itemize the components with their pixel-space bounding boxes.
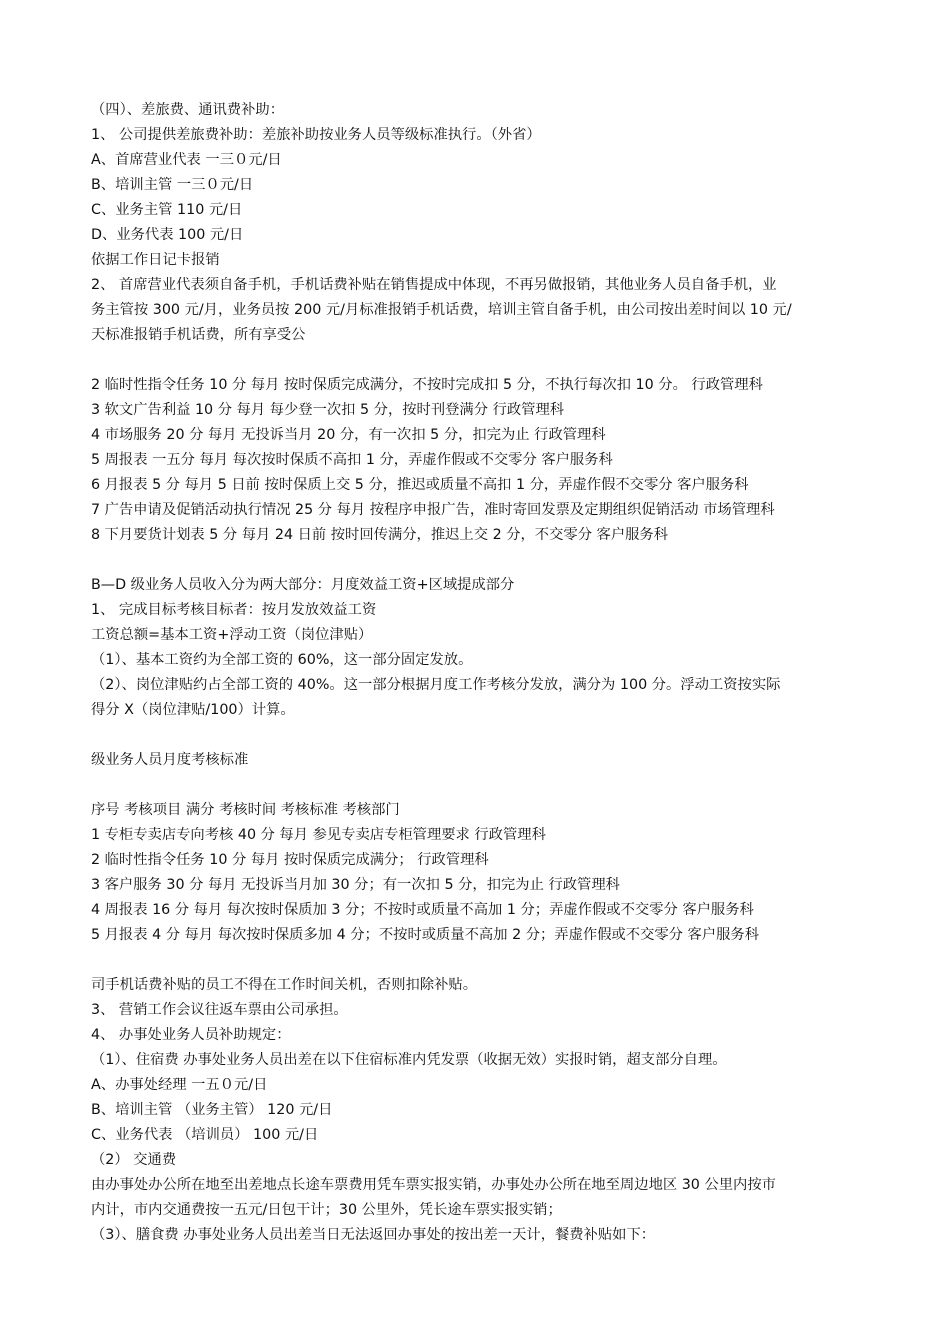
- list-item: 2 临时性指令任务 10 分 每月 按时保质完成满分，不按时完成扣 5 分，不执行每次扣 10 分。 行政管理科: [91, 377, 763, 393]
- assessment-list-b: [91, 798, 866, 948]
- list-item: 8 下月要货计划表 5 分 每月 24 日前 按时回传满分，推迟上交 2 分，不交零分 客户服务科: [91, 527, 669, 543]
- paragraph-line: 4、 办事处业务人员补助规定：: [91, 1027, 291, 1043]
- paragraph-line: （3）、膳食费 办事处业务人员出差当日无法返回办事处的按出差一天计，餐费补贴如下：: [91, 1227, 656, 1243]
- paragraph-line: B—D 级业务人员收入分为两大部分：月度效益工资+区域提成部分: [91, 577, 515, 593]
- spacer: [91, 548, 866, 573]
- assessment-list-a: [91, 373, 866, 548]
- list-header: 序号 考核项目 满分 考核时间 考核标准 考核部门: [91, 802, 400, 818]
- travel-allowance-section: [91, 98, 866, 348]
- list-item: 4 周报表 16 分 每月 每次按时保质加 3 分；不按时或质量不高加 1 分；弄虚作假或不交零分 客户服务科: [91, 902, 754, 918]
- list-item: 5 月报表 4 分 每月 每次按时保质多加 4 分；不按时或质量不高加 2 分；弄虚作假或不交零分 客户服务科: [91, 927, 759, 943]
- document-page: [91, 98, 866, 1248]
- paragraph-line: （2） 交通费: [91, 1152, 177, 1168]
- spacer: [91, 348, 866, 373]
- paragraph-line: C、业务主管 110 元/日: [91, 202, 243, 218]
- list-item: 2 临时性指令任务 10 分 每月 按时保质完成满分； 行政管理科: [91, 852, 489, 868]
- paragraph-line: 2、 首席营业代表须自备手机，手机话费补贴在销售提成中体现，不再另做报销，其他业务人员自备手机，业: [91, 277, 777, 293]
- paragraph-line: 司手机话费补贴的员工不得在工作时间关机，否则扣除补贴。: [91, 977, 478, 993]
- spacer: [91, 773, 866, 798]
- paragraph-line: C、业务代表 （培训员） 100 元/日: [91, 1127, 319, 1143]
- paragraph-line: B、培训主管 一三０元/日: [91, 177, 254, 193]
- paragraph-line: 得分 X（岗位津贴/100）计算。: [91, 702, 295, 718]
- paragraph-line: （2）、岗位津贴约占全部工资的 40%。这一部分根据月度工作考核分发放，满分为 100 分。浮动工资按实际: [91, 677, 781, 693]
- paragraph-line: B、培训主管 （业务主管） 120 元/日: [91, 1102, 333, 1118]
- paragraph-line: （1）、基本工资约为全部工资的 60%，这一部分固定发放。: [91, 652, 473, 668]
- paragraph-line: 工资总额=基本工资+浮动工资（岗位津贴）: [91, 627, 373, 643]
- list-item: 6 月报表 5 分 每月 5 日前 按时保质上交 5 分，推迟或质量不高扣 1 分，弄虚作假不交零分 客户服务科: [91, 477, 749, 493]
- paragraph-line: 依据工作日记卡报销: [91, 252, 220, 268]
- spacer: [91, 948, 866, 973]
- paragraph-line: D、业务代表 100 元/日: [91, 227, 244, 243]
- list-item: 1 专柜专卖店专向考核 40 分 每月 参见专卖店专柜管理要求 行政管理科: [91, 827, 546, 843]
- list-item: 3 软文广告利益 10 分 每月 每少登一次扣 5 分，按时刊登满分 行政管理科: [91, 402, 565, 418]
- paragraph-line: 由办事处办公所在地至出差地点长途车票费用凭车票实报实销，办事处办公所在地至周边地区 30 公里内按市: [91, 1177, 776, 1193]
- paragraph-line: 务主管按 300 元/月，业务员按 200 元/月标准报销手机话费，培训主管自备手机，由公司按出差时间以 10 元/: [91, 302, 792, 318]
- paragraph-line: A、办事处经理 一五０元/日: [91, 1077, 268, 1093]
- income-section: [91, 573, 866, 723]
- office-allowance-section: [91, 973, 866, 1248]
- section-heading: （四）、差旅费、通讯费补助：: [91, 102, 285, 118]
- list-item: 5 周报表 一五分 每月 每次按时保质不高扣 1 分，弄虚作假或不交零分 客户服务科: [91, 452, 613, 468]
- list-item: 7 广告申请及促销活动执行情况 25 分 每月 按程序申报广告，准时寄回发票及定期组织促销活动 市场管理科: [91, 502, 775, 518]
- paragraph-line: 1、 公司提供差旅费补助：差旅补助按业务人员等级标准执行。（外省）: [91, 127, 541, 143]
- paragraph-line: 3、 营销工作会议往返车票由公司承担。: [91, 1002, 348, 1018]
- assessment-title-section: [91, 748, 866, 773]
- paragraph-line: 1、 完成目标考核目标者：按月发放效益工资: [91, 602, 377, 618]
- paragraph-line: （1）、住宿费 办事处业务人员出差在以下住宿标准内凭发票（收据无效）实报时销，超支部分自理。: [91, 1052, 727, 1068]
- spacer: [91, 723, 866, 748]
- section-title: 级业务人员月度考核标准: [91, 752, 249, 768]
- list-item: 3 客户服务 30 分 每月 无投诉当月加 30 分；有一次扣 5 分，扣完为止 行政管理科: [91, 877, 620, 893]
- paragraph-line: 内计，市内交通费按一五元/日包干计；30 公里外，凭长途车票实报实销；: [91, 1202, 562, 1218]
- list-item: 4 市场服务 20 分 每月 无投诉当月 20 分，有一次扣 5 分，扣完为止 行政管理科: [91, 427, 606, 443]
- paragraph-line: 天标准报销手机话费，所有享受公: [91, 327, 306, 343]
- paragraph-line: A、首席营业代表 一三０元/日: [91, 152, 282, 168]
